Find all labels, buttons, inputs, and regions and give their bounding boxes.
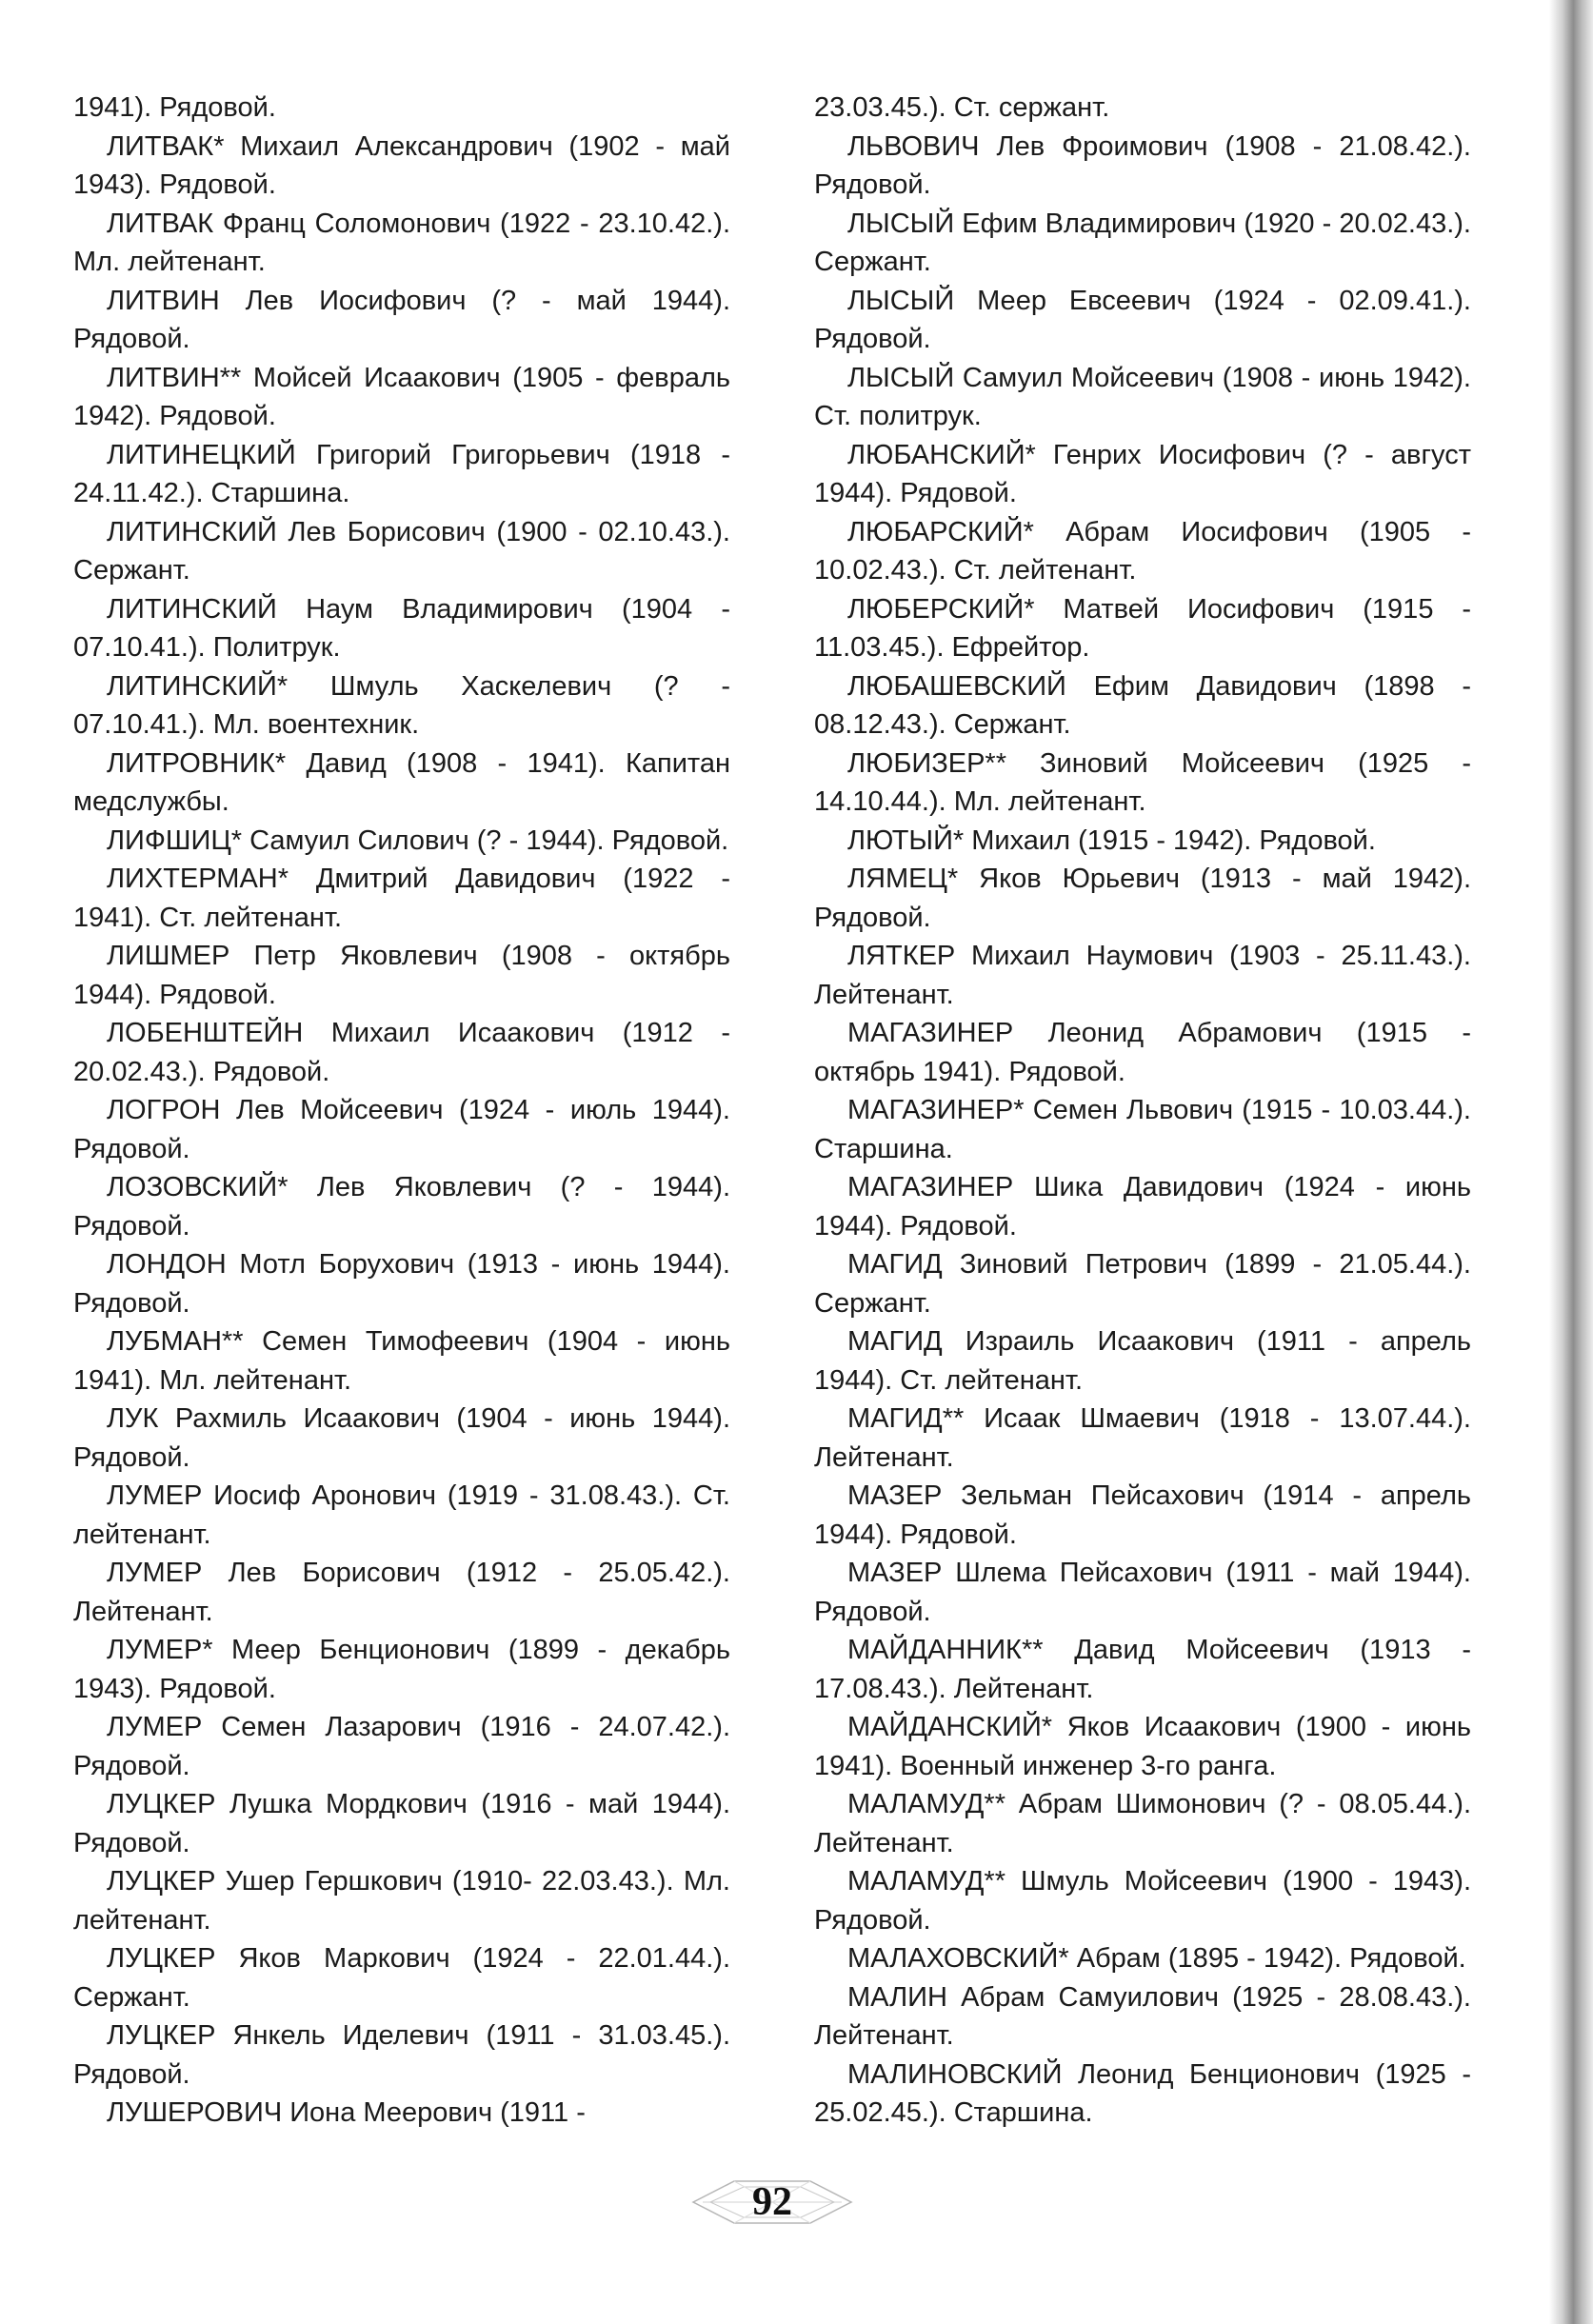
- list-item: МАЛАМУД** Шмуль Мойсеевич (1900 - 1943). Рядовой.: [814, 1866, 1471, 1936]
- list-item: ЛУБМАН** Семен Тимофеевич (1904 - июнь 1941). Мл. лейтенант.: [73, 1326, 730, 1396]
- list-item: ЛУЦКЕР Янкель Иделевич (1911 - 31.03.45.). Рядовой.: [73, 2020, 730, 2090]
- list-item: ЛЫСЫЙ Самуил Мойсеевич (1908 - июнь 1942). Ст. политрук.: [814, 362, 1471, 431]
- list-item: ЛОГРОН Лев Мойсеевич (1924 - июль 1944). Рядовой.: [73, 1095, 730, 1164]
- list-item: ЛЮБАРСКИЙ* Абрам Иосифович (1905 - 10.02.43.). Ст. лейтенант.: [814, 516, 1471, 586]
- list-item: ЛУШЕРОВИЧ Иона Меерович (1911 -: [107, 2097, 586, 2128]
- list-item: 23.03.45.). Ст. сержант.: [814, 92, 1110, 123]
- page-number-ornament: [691, 2174, 853, 2231]
- list-item: ЛИТИНЕЦКИЙ Григорий Григорьевич (1918 - 24.11.42.). Старшина.: [73, 439, 730, 508]
- list-item: ЛУМЕР Лев Борисович (1912 - 25.05.42.). Лейтенант.: [73, 1558, 730, 1627]
- list-item: 1941). Рядовой.: [73, 92, 276, 123]
- list-item: ЛИТИНСКИЙ Лев Борисович (1900 - 02.10.43.). Сержант.: [73, 516, 730, 586]
- list-item: МАГИД Зиновий Петрович (1899 - 21.05.44.). Сержант.: [814, 1249, 1471, 1319]
- list-item: ЛЮБЕРСКИЙ* Матвей Иосифович (1915 - 11.03.45.). Ефрейтор.: [814, 593, 1471, 663]
- list-item: МАГАЗИНЕР* Семен Львович (1915 - 10.03.44.). Старшина.: [814, 1095, 1471, 1164]
- list-item: ЛУЦКЕР Лушка Мордкович (1916 - май 1944). Рядовой.: [73, 1789, 730, 1858]
- list-item: МАГАЗИНЕР Шика Давидович (1924 - июнь 1944). Рядовой.: [814, 1172, 1471, 1241]
- list-item: ЛОНДОН Мотл Борухович (1913 - июнь 1944). Рядовой.: [73, 1249, 730, 1319]
- list-item: ЛУМЕР Семен Лазарович (1916 - 24.07.42.). Рядовой.: [73, 1712, 730, 1781]
- list-item: МАЙДАНСКИЙ* Яков Исаакович (1900 - июнь 1941). Военный инженер 3-го ранга.: [814, 1712, 1471, 1781]
- list-item: МАЗЕР Зельман Пейсахович (1914 - апрель 1944). Рядовой.: [814, 1480, 1471, 1550]
- list-item: ЛУЦКЕР Ушер Гершкович (1910- 22.03.43.). Мл. лейтенант.: [73, 1866, 730, 1936]
- list-item: МАГАЗИНЕР Леонид Абрамович (1915 - октябрь 1941). Рядовой.: [814, 1018, 1471, 1087]
- list-item: ЛЮБИЗЕР** Зиновий Мойсеевич (1925 - 14.10.44.). Мл. лейтенант.: [814, 747, 1471, 817]
- list-item: ЛЯТКЕР Михаил Наумович (1903 - 25.11.43.). Лейтенант.: [814, 941, 1471, 1010]
- page-number: 92: [752, 2180, 792, 2224]
- list-item: ЛЮТЫЙ* Михаил (1915 - 1942). Рядовой.: [847, 824, 1376, 856]
- list-item: ЛЫСЫЙ Меер Евсеевич (1924 - 02.09.41.). Рядовой.: [814, 285, 1471, 354]
- list-item: ЛИФШИЦ* Самуил Силович (? - 1944). Рядовой.: [107, 824, 729, 856]
- list-item: ЛИТРОВНИК* Давид (1908 - 1941). Капитан медслужбы.: [73, 747, 730, 817]
- list-item: ЛЬВОВИЧ Лев Фроимович (1908 - 21.08.42.). Рядовой.: [814, 130, 1471, 200]
- list-item: МАГИД Израиль Исаакович (1911 - апрель 1944). Ст. лейтенант.: [814, 1326, 1471, 1396]
- left-column: [73, 89, 730, 2133]
- list-item: МАЛАХОВСКИЙ* Абрам (1895 - 1942). Рядовой.: [847, 1943, 1466, 1974]
- page-binding-shadow: [1549, 0, 1593, 2324]
- list-item: МАЛИН Абрам Самуилович (1925 - 28.08.43.). Лейтенант.: [814, 1981, 1471, 2051]
- list-item: МАЛИНОВСКИЙ Леонид Бенционович (1925 - 25.02.45.). Старшина.: [814, 2058, 1471, 2128]
- list-item: ЛУЦКЕР Яков Маркович (1924 - 22.01.44.). Сержант.: [73, 1943, 730, 2013]
- list-item: ЛИТВИН** Мойсей Исаакович (1905 - февраль 1942). Рядовой.: [73, 362, 730, 431]
- list-item: МАГИД** Исаак Шмаевич (1918 - 13.07.44.). Лейтенант.: [814, 1403, 1471, 1473]
- list-item: ЛУК Рахмиль Исаакович (1904 - июнь 1944). Рядовой.: [73, 1403, 730, 1473]
- list-item: ЛИТИНСКИЙ* Шмуль Хаскелевич (? - 07.10.41.). Мл. воентехник.: [73, 670, 730, 740]
- list-item: ЛЮБАНСКИЙ* Генрих Иосифович (? - август 1944). Рядовой.: [814, 439, 1471, 508]
- list-item: ЛИТИНСКИЙ Наум Владимирович (1904 - 07.10.41.). Политрук.: [73, 593, 730, 663]
- list-item: ЛОБЕНШТЕЙН Михаил Исаакович (1912 - 20.02.43.). Рядовой.: [73, 1018, 730, 1087]
- list-item: ЛИТВИН Лев Иосифович (? - май 1944). Рядовой.: [73, 285, 730, 354]
- list-item: МАЙДАННИК** Давид Мойсеевич (1913 - 17.08.43.). Лейтенант.: [814, 1635, 1471, 1704]
- list-item: ЛЫСЫЙ Ефим Владимирович (1920 - 20.02.43.). Сержант.: [814, 208, 1471, 277]
- list-item: МАЛАМУД** Абрам Шимонович (? - 08.05.44.). Лейтенант.: [814, 1789, 1471, 1858]
- right-column: [814, 89, 1471, 2133]
- list-item: ЛИТВАК Франц Соломонович (1922 - 23.10.42.). Мл. лейтенант.: [73, 208, 730, 277]
- list-item: ЛУМЕР* Меер Бенционович (1899 - декабрь 1943). Рядовой.: [73, 1635, 730, 1704]
- list-item: ЛОЗОВСКИЙ* Лев Яковлевич (? - 1944). Рядовой.: [73, 1172, 730, 1241]
- list-item: ЛИШМЕР Петр Яковлевич (1908 - октябрь 1944). Рядовой.: [73, 941, 730, 1010]
- list-item: МАЗЕР Шлема Пейсахович (1911 - май 1944). Рядовой.: [814, 1558, 1471, 1627]
- list-item: ЛУМЕР Иосиф Аронович (1919 - 31.08.43.). Ст. лейтенант.: [73, 1480, 730, 1550]
- list-item: ЛИХТЕРМАН* Дмитрий Давидович (1922 - 1941). Ст. лейтенант.: [73, 864, 730, 933]
- list-item: ЛИТВАК* Михаил Александрович (1902 - май 1943). Рядовой.: [73, 130, 730, 200]
- list-item: ЛЯМЕЦ* Яков Юрьевич (1913 - май 1942). Рядовой.: [814, 864, 1471, 933]
- list-item: ЛЮБАШЕВСКИЙ Ефим Давидович (1898 - 08.12.43.). Сержант.: [814, 670, 1471, 740]
